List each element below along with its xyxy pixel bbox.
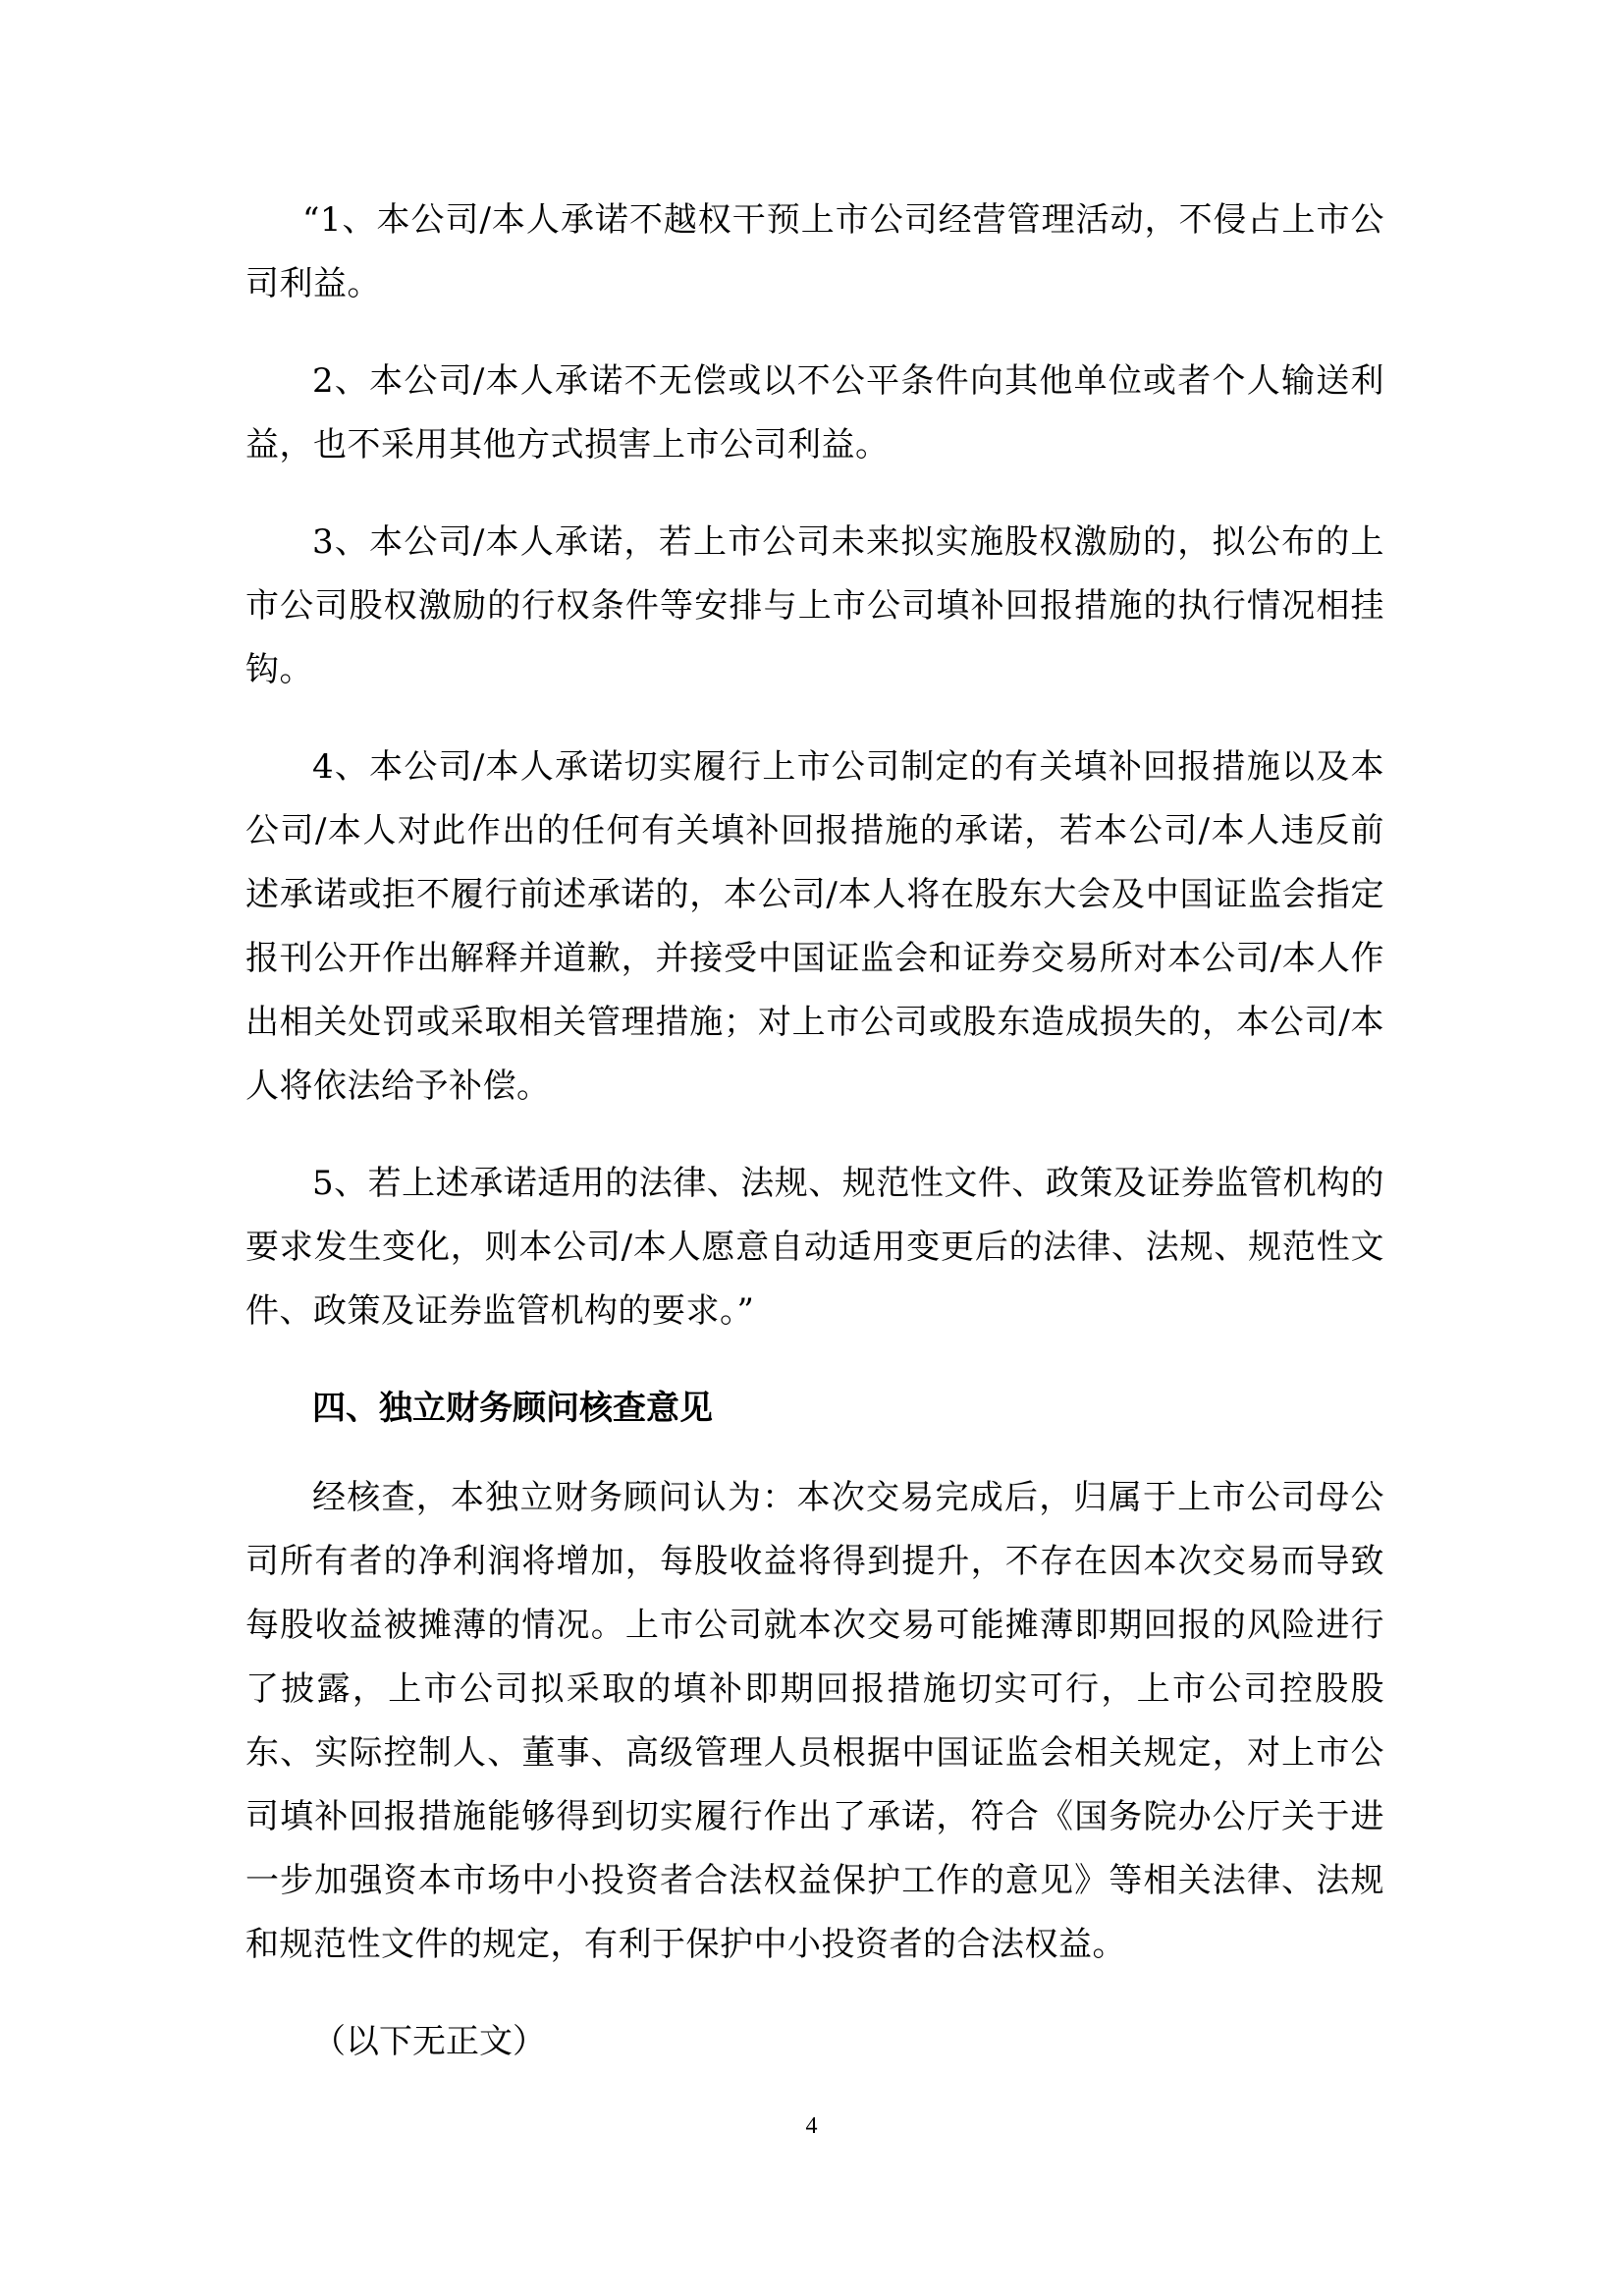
page-number: 4 [805, 2113, 818, 2139]
closing-note: （以下无正文） [312, 2022, 546, 2061]
commitment-paragraph-5: 5、若上述承诺适用的法律、法规、规范性文件、政策及证券监管机构的要求发生变化，则本公司/本人愿意自动适用变更后的法律、法规、规范性文件、政策及证券监管机构的要求。” [245, 1164, 1384, 1331]
commitment-paragraph-3: 3、本公司/本人承诺，若上市公司未来拟实施股权激励的，拟公布的上市公司股权激励的行权条件等安排与上市公司填补回报措施的执行情况相挂钩。 [245, 522, 1384, 689]
commitment-paragraph-2: 2、本公司/本人承诺不无偿或以不公平条件向其他单位或者个人输送利益，也不采用其他方式损害上市公司利益。 [245, 361, 1384, 465]
advisor-opinion-paragraph: 经核查，本独立财务顾问认为：本次交易完成后，归属于上市公司母公司所有者的净利润将增加，每股收益将得到提升，不存在因本次交易而导致每股收益被摊薄的情况。上市公司就本次交易可能摊薄即期回报的风险进行了披露，上市公司拟采取的填补即期回报措施切实可行，上市公司控股股东、实际控制人、董事、高级管理人员根据中国证监会相关规定，对上市公司填补回报措施能够得到切实履行作出了承诺，符合《国务院办公厅关于进一步加强资本市场中小投资者合法权益保护工作的意见》等相关法律、法规和规范性文件的规定，有利于保护中小投资者的合法权益。 [245, 1478, 1384, 1964]
section-heading: 四、独立财务顾问核查意见 [312, 1389, 713, 1428]
commitment-paragraph-1: “1、本公司/本人承诺不越权干预上市公司经营管理活动，不侵占上市公司利益。 [245, 200, 1384, 303]
document-body [245, 189, 1384, 2074]
commitment-paragraph-4: 4、本公司/本人承诺切实履行上市公司制定的有关填补回报措施以及本公司/本人对此作出的任何有关填补回报措施的承诺，若本公司/本人违反前述承诺或拒不履行前述承诺的，本公司/本人将在股东大会及中国证监会指定报刊公开作出解释并道歉，并接受中国证监会和证券交易所对本公司/本人作出相关处罚或采取相关管理措施；对上市公司或股东造成损失的，本公司/本人将依法给予补偿。 [245, 747, 1384, 1106]
